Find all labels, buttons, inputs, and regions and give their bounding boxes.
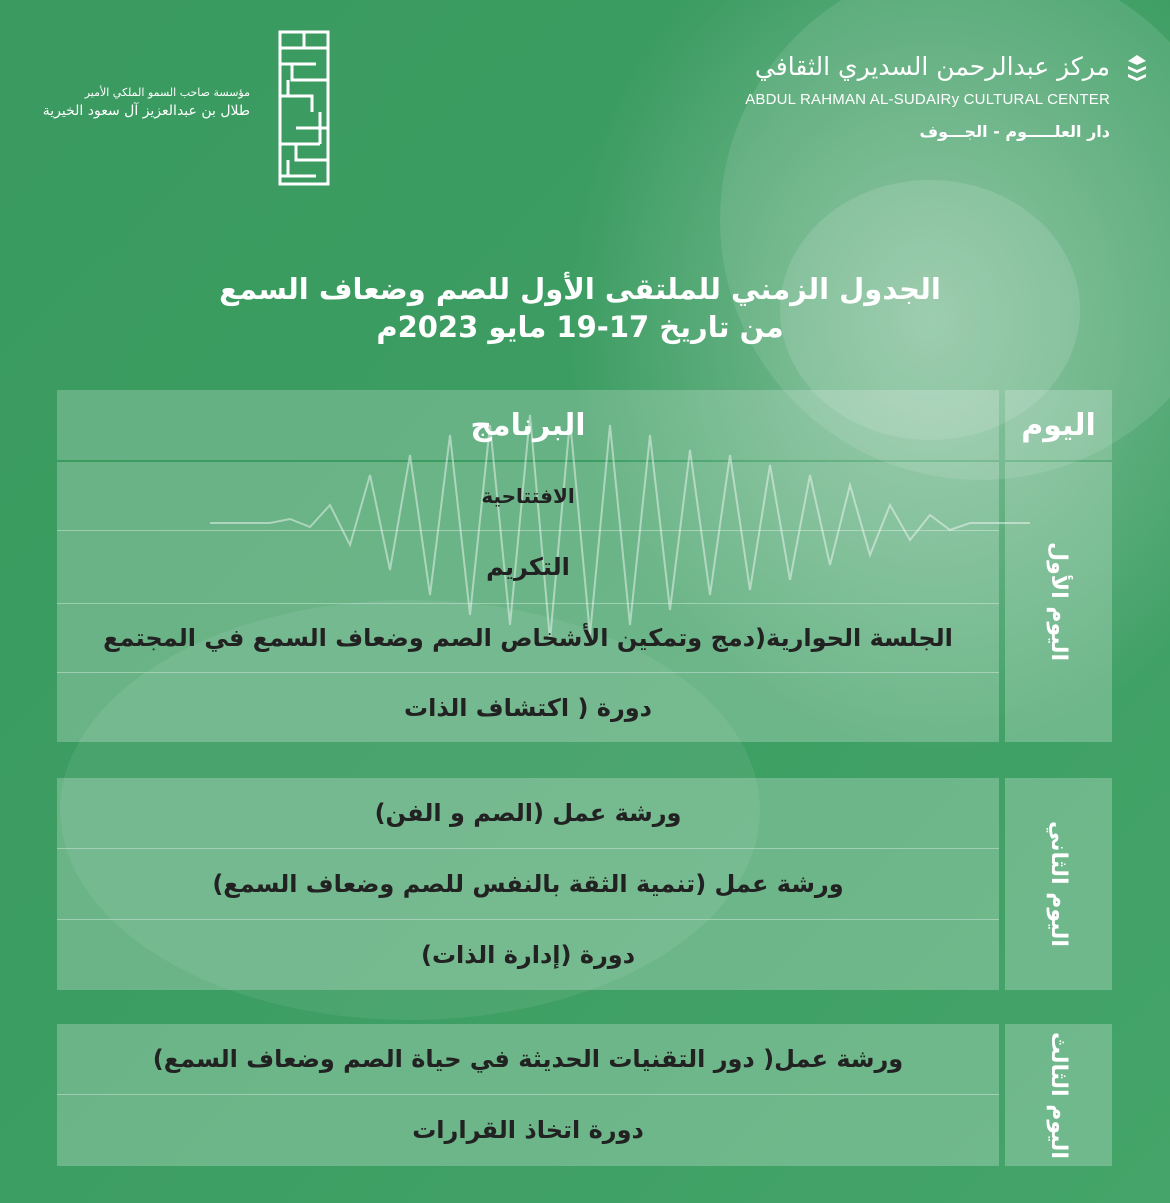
- day-1-label-block: [1005, 462, 1112, 742]
- title-line-1: الجدول الزمني للملتقى الأول للصم وضعاف السمع: [219, 272, 941, 306]
- table-row: ورشة عمل (الصم و الفن): [57, 778, 999, 849]
- day-label: اليوم الثاني: [1046, 821, 1071, 947]
- center-name-arabic: مركز عبدالرحمن السديري الثقافي: [754, 52, 1110, 81]
- table-row: دورة اتخاذ القرارات: [412, 1116, 644, 1144]
- day-3-program-block: [57, 1024, 999, 1166]
- column-header-day: اليوم: [1005, 390, 1112, 460]
- table-row: دورة (إدارة الذات): [420, 941, 636, 969]
- schedule-title: [180, 272, 980, 344]
- table-row: ورشة عمل (تنمية الثقة بالنفس للصم وضعاف السمع): [57, 849, 999, 920]
- center-name-english: ABDUL RAHMAN AL-SUDAIRy CULTURAL CENTER: [745, 91, 1110, 108]
- day-3-label-block: [1005, 1024, 1112, 1166]
- column-header-program: البرنامج: [57, 390, 999, 460]
- day-2-program-block: [57, 778, 999, 990]
- center-branding: [745, 52, 1110, 141]
- day-label: اليوم الثالث: [1046, 1031, 1071, 1159]
- table-row: دورة ( اكتشاف الذات: [404, 694, 652, 722]
- title-line-2: من تاريخ 17-19 مايو 2023م: [376, 310, 784, 344]
- table-row: الجلسة الحوارية(دمج وتمكين الأشخاص الصم وضعاف السمع في المجتمع: [57, 604, 999, 673]
- foundation-line-2: طلال بن عبدالعزيز آل سعود الخيرية: [42, 103, 250, 119]
- day-1-program-block: [57, 462, 999, 742]
- center-logo-icon: [1126, 55, 1148, 81]
- foundation-kufic-logo-icon: [276, 28, 332, 188]
- foundation-branding: [28, 86, 250, 119]
- center-place: دار العلـــــوم - الجـــوف: [919, 122, 1110, 141]
- day-2-label-block: [1005, 778, 1112, 990]
- day-label: اليوم الأول: [1046, 542, 1071, 662]
- table-row: التكريم: [57, 531, 999, 604]
- table-row: الافتتاحية: [57, 462, 999, 531]
- foundation-line-1: مؤسسة صاحب السمو الملكي الأمير: [84, 86, 250, 99]
- table-row: ورشة عمل( دور التقنيات الحديثة في حياة الصم وضعاف السمع): [57, 1024, 999, 1095]
